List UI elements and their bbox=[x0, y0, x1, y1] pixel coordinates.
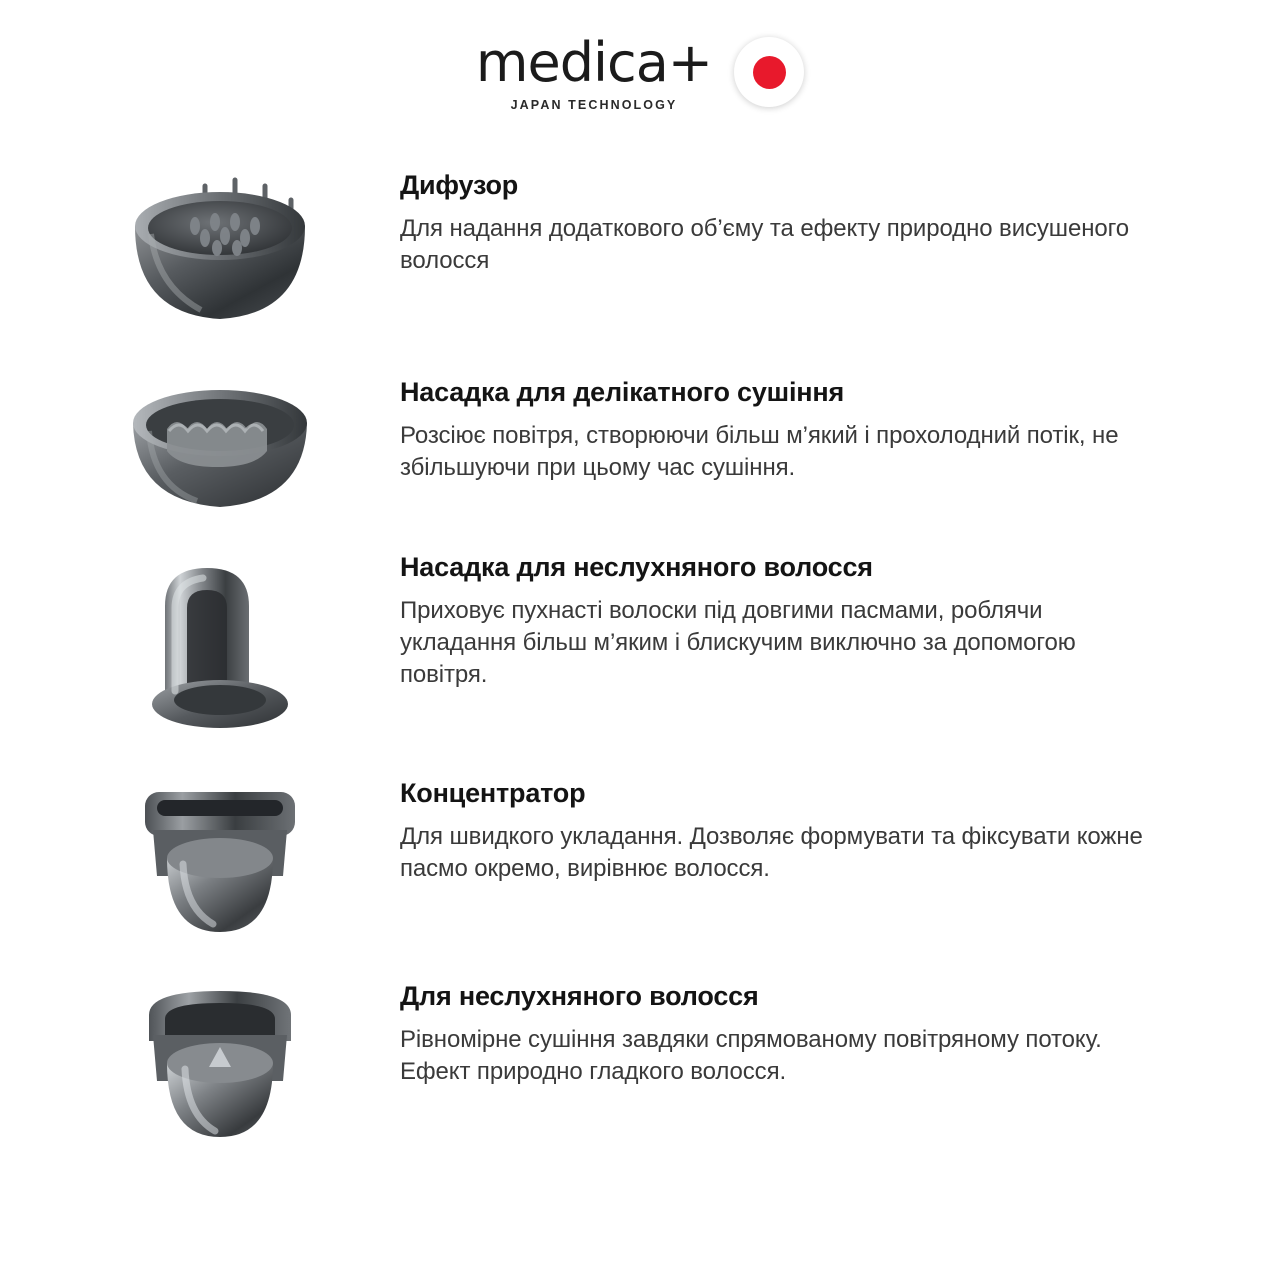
diffuser-art bbox=[105, 164, 335, 329]
list-item-text bbox=[400, 546, 1240, 691]
diffuser-attachment-icon bbox=[40, 164, 400, 329]
concentrator-art bbox=[105, 772, 335, 947]
attachment-description: Для надання додаткового об’єму та ефекту природно висушеного волосся bbox=[400, 215, 1129, 274]
brand-header bbox=[0, 0, 1280, 112]
list-item bbox=[40, 371, 1240, 516]
attachment-title: Для неслухняного волосся bbox=[400, 981, 759, 1011]
flag-dot bbox=[753, 56, 786, 89]
list-item-text bbox=[400, 772, 1240, 885]
list-item-text bbox=[400, 975, 1240, 1088]
brand-name: medica+ bbox=[475, 31, 713, 94]
list-item bbox=[40, 772, 1240, 947]
attachment-description: Приховує пухнасті волоски під довгими пасмами, роблячи укладання більш м’яким і блискучим виключно за допомогою повітря. bbox=[400, 597, 1076, 688]
gentle-air-attachment-icon bbox=[40, 371, 400, 516]
attachment-list bbox=[0, 164, 1280, 1150]
attachment-title: Насадка для делікатного сушіння bbox=[400, 377, 845, 407]
list-item bbox=[40, 164, 1240, 329]
smoothing-attachment-icon bbox=[40, 975, 400, 1150]
attachment-description: Рівномірне сушіння завдяки спрямованому повітряному потоку. Ефект природно гладкого волосся. bbox=[400, 1026, 1102, 1085]
gentle-air-art bbox=[105, 371, 335, 516]
brand-tagline: JAPAN TECHNOLOGY bbox=[510, 98, 678, 112]
flyaway-attachment-icon bbox=[40, 546, 400, 746]
list-item bbox=[40, 546, 1240, 746]
attachment-description: Розсіює повітря, створюючи більш м’який і прохолодний потік, не збільшуючи при цьому час сушіння. bbox=[400, 422, 1119, 481]
japan-flag-icon bbox=[734, 37, 804, 107]
smoothing-art bbox=[105, 975, 335, 1150]
logo-text-block bbox=[475, 31, 713, 112]
concentrator-attachment-icon bbox=[40, 772, 400, 947]
logo bbox=[475, 31, 804, 112]
attachment-title: Концентратор bbox=[400, 778, 586, 808]
list-item-text bbox=[400, 371, 1240, 484]
attachment-title: Дифузор bbox=[400, 170, 519, 200]
flyaway-art bbox=[105, 546, 335, 746]
attachment-title: Насадка для неслухняного волосся bbox=[400, 552, 873, 582]
list-item-text bbox=[400, 164, 1240, 277]
list-item bbox=[40, 975, 1240, 1150]
attachment-description: Для швидкого укладання. Дозволяє формувати та фіксувати кожне пасмо окремо, вирівнює волосся. bbox=[400, 823, 1143, 882]
